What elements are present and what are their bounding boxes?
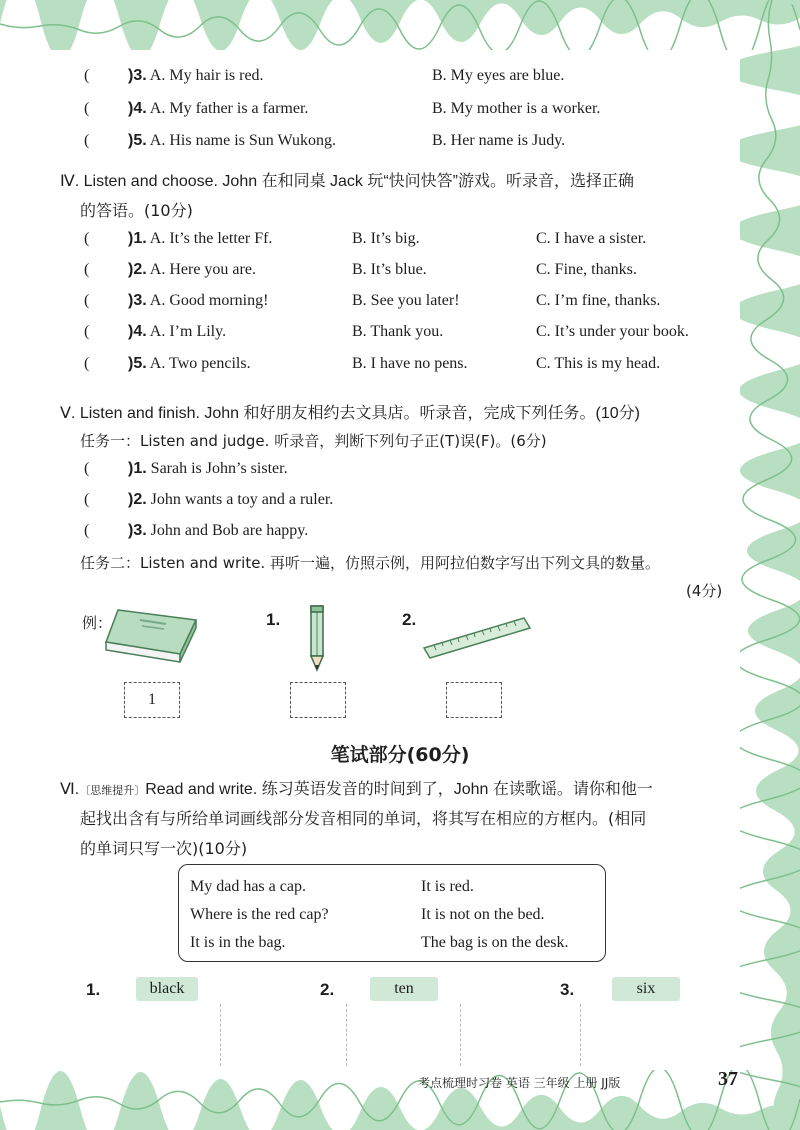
- option-b: B. It’s blue.: [352, 261, 427, 278]
- answer-column-divider: [220, 1004, 222, 1066]
- answer-paren[interactable]: (: [84, 355, 90, 372]
- question-item: )3. A. My hair is red.: [128, 67, 264, 84]
- option-b: B. It’s big.: [352, 230, 420, 247]
- question-item: )5. A. Two pencils.: [128, 355, 251, 372]
- book-icon: [104, 606, 200, 668]
- judge-item: )2. John wants a toy and a ruler.: [128, 491, 334, 508]
- option-c: C. Fine, thanks.: [536, 261, 637, 278]
- question-item: )4. A. I’m Lily.: [128, 323, 227, 340]
- answer-paren[interactable]: (: [84, 460, 90, 477]
- judge-item: )1. Sarah is John’s sister.: [128, 460, 288, 477]
- word-number: 2.: [320, 980, 335, 999]
- chant-line: Where is the red cap?: [190, 906, 329, 923]
- answer-paren[interactable]: (: [84, 292, 90, 309]
- answer-paren[interactable]: (: [84, 261, 90, 278]
- answer-column-divider: [460, 1004, 462, 1066]
- answer-box-2[interactable]: [446, 682, 502, 718]
- chant-line: The bag is on the desk.: [421, 934, 569, 951]
- page-number: 37: [718, 1068, 738, 1090]
- thinking-tag: 〔思维提升〕: [79, 784, 146, 797]
- picture-number: 2.: [402, 610, 417, 629]
- part4-heading-line2: 的答语。(10分): [80, 201, 193, 220]
- question-item: )2. A. Here you are.: [128, 261, 256, 278]
- answer-paren[interactable]: (: [84, 491, 90, 508]
- option-b: B. My mother is a worker.: [432, 100, 601, 117]
- option-b: B. My eyes are blue.: [432, 67, 565, 84]
- part4-heading-line1: Ⅳ. Listen and choose. John 在和同桌 Jack 玩“快问快答”游戏。听录音，选择正确: [60, 173, 635, 190]
- answer-paren[interactable]: (: [84, 522, 90, 539]
- target-word-six: six: [612, 977, 680, 1001]
- answer-paren[interactable]: (: [84, 230, 90, 247]
- picture-number: 1.: [266, 610, 281, 629]
- question-item: )1. A. It’s the letter Ff.: [128, 230, 273, 247]
- task2-score: (4分): [686, 582, 723, 600]
- chant-line: It is not on the bed.: [421, 906, 545, 923]
- judge-item: )3. John and Bob are happy.: [128, 522, 309, 539]
- answer-paren[interactable]: (: [84, 132, 90, 149]
- answer-paren[interactable]: (: [84, 323, 90, 340]
- option-b: B. See you later!: [352, 292, 460, 309]
- part6-heading-line1: Ⅵ.〔思维提升〕Read and write. 练习英语发音的时间到了，John 在读歌谣。请你和他一: [60, 781, 653, 798]
- part5-heading: Ⅴ. Listen and finish. John 和好朋友相约去文具店。听录音，完成下列任务。(10分): [60, 405, 640, 422]
- answer-column-divider: [580, 1004, 582, 1066]
- answer-column-divider: [346, 1004, 348, 1066]
- pencil-icon: [306, 604, 328, 674]
- written-section-title: 笔试部分(60分): [330, 744, 470, 766]
- option-c: C. I’m fine, thanks.: [536, 292, 661, 309]
- option-c: C. It’s under your book.: [536, 323, 689, 340]
- option-b: B. Thank you.: [352, 323, 444, 340]
- example-answer-box: 1: [124, 682, 180, 718]
- option-b: B. I have no pens.: [352, 355, 468, 372]
- task1-instruction: 任务一：Listen and judge. 听录音，判断下列句子正(T)误(F)。(6分): [80, 432, 547, 450]
- option-c: C. This is my head.: [536, 355, 661, 372]
- option-c: C. I have a sister.: [536, 230, 647, 247]
- example-label: 例：: [82, 614, 113, 632]
- task2-instruction: 任务二：Listen and write. 再听一遍，仿照示例，用阿拉伯数字写出下列文具的数量。: [80, 554, 660, 572]
- answer-paren[interactable]: (: [84, 67, 90, 84]
- target-word-black: black: [136, 977, 198, 1001]
- question-item: )5. A. His name is Sun Wukong.: [128, 132, 336, 149]
- part6-heading-line2: 起找出含有与所给单词画线部分发音相同的单词，将其写在相应的方框内。(相同: [80, 809, 647, 828]
- ruler-icon: [420, 614, 532, 660]
- question-item: )4. A. My father is a farmer.: [128, 100, 309, 117]
- part6-heading-line3: 的单词只写一次)(10分): [80, 839, 248, 858]
- word-number: 1.: [86, 980, 101, 999]
- target-word-ten: ten: [370, 977, 438, 1001]
- answer-paren[interactable]: (: [84, 100, 90, 117]
- chant-line: It is red.: [421, 878, 474, 895]
- footer-text: 考点梳理时习卷 英语 三年级 上册 JJ版: [418, 1076, 621, 1090]
- word-number: 3.: [560, 980, 575, 999]
- chant-line: My dad has a cap.: [190, 878, 306, 895]
- chant-line: It is in the bag.: [190, 934, 286, 951]
- answer-box-1[interactable]: [290, 682, 346, 718]
- option-b: B. Her name is Judy.: [432, 132, 566, 149]
- question-item: )3. A. Good morning!: [128, 292, 269, 309]
